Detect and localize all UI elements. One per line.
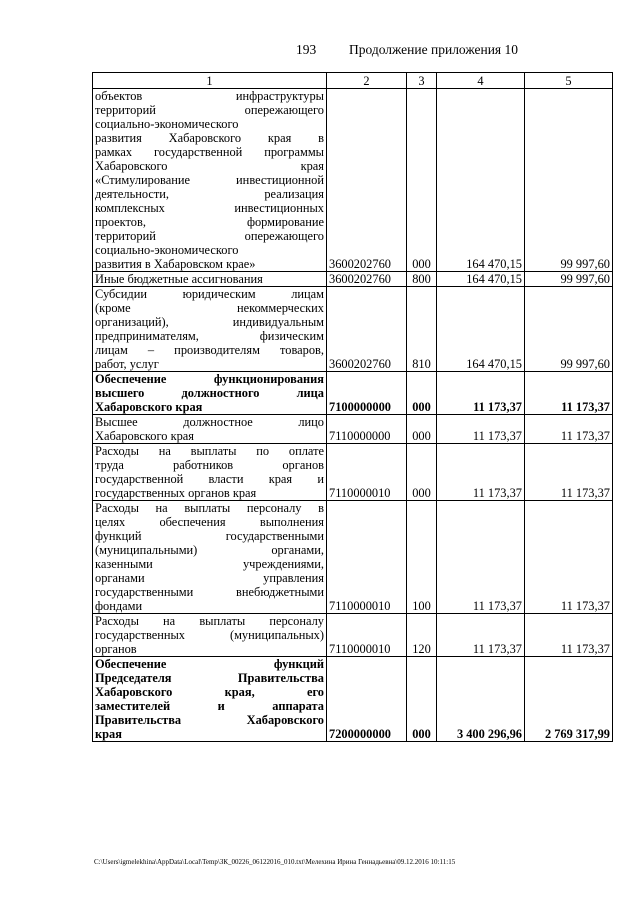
row-code-cell: 7110000010 [327,444,407,501]
table-row [93,287,613,372]
appendix-continuation-title: Продолжение приложения 10 [349,42,519,57]
row-name-line: Иные бюджетные ассигнования [95,272,263,286]
row-name-line: объектов инфраструктуры [95,89,324,103]
row-expense-type-cell: 000 [407,657,437,742]
row-sum-2-cell: 99 997,60 [525,287,613,372]
table-row [93,272,613,287]
row-name-line: (кроме некоммерческих [95,301,324,315]
row-expense-type-cell: 800 [407,272,437,287]
table-row [93,501,613,614]
row-name-line: Расходы на выплаты по оплате [95,444,324,458]
row-name-line: заместителей и аппарата [95,699,324,713]
row-code-cell: 7110000010 [327,501,407,614]
row-sum-1-cell: 11 173,37 [437,444,525,501]
row-expense-type-cell: 000 [407,89,437,272]
row-code-cell: 3600202760 [327,89,407,272]
row-name-line: высшего должностного лица [95,386,324,400]
row-sum-1-cell: 164 470,15 [437,272,525,287]
row-name-cell [93,501,327,614]
row-name-line: «Стимулирование инвестиционной [95,173,324,187]
column-header-5: 5 [525,73,613,89]
row-name-line: государственной власти края и [95,472,324,486]
row-sum-2-cell: 11 173,37 [525,444,613,501]
table-row [93,372,613,415]
row-sum-1-cell: 11 173,37 [437,415,525,444]
table-row [93,657,613,742]
row-sum-2-cell: 11 173,37 [525,614,613,657]
row-name-line: Правительства Хабаровского [95,713,324,727]
page-number: 193 [296,42,317,57]
row-code-cell: 7110000000 [327,415,407,444]
row-name-cell [93,287,327,372]
row-name-line: (муниципальными) органами, [95,543,324,557]
row-name-line: предпринимателям, физическим [95,329,324,343]
row-name-cell [93,614,327,657]
row-expense-type-cell: 810 [407,287,437,372]
row-name-line: Хабаровского края, его [95,685,324,699]
row-sum-1-cell: 164 470,15 [437,287,525,372]
column-header-1: 1 [93,73,327,89]
file-path-footer: C:\Users\igmelekhina\AppData\Local\Temp\ЗК_00226_06122016_010.txt\Мелехина Ирина Геннадьевна\09.12.2016 10:11:15 [94,858,456,866]
column-number-row [93,73,613,89]
row-name-line: рамках государственной программы [95,145,324,159]
row-name-line: функций государственными [95,529,324,543]
row-name-line: Обеспечение функционирования [95,372,324,386]
row-sum-2-cell: 99 997,60 [525,89,613,272]
row-name-line: социально-экономического [95,243,239,257]
row-name-line: работ, услуг [95,357,159,371]
row-name-line: проектов, формирование [95,215,324,229]
row-name-cell [93,415,327,444]
row-name-line: Обеспечение функций [95,657,324,671]
row-sum-2-cell: 2 769 317,99 [525,657,613,742]
row-sum-2-cell: 11 173,37 [525,372,613,415]
row-name-line: Расходы на выплаты персоналу в [95,501,324,515]
row-sum-1-cell: 11 173,37 [437,614,525,657]
row-name-line: казенными учреждениями, [95,557,324,571]
row-sum-2-cell: 11 173,37 [525,415,613,444]
column-header-3: 3 [407,73,437,89]
table-row [93,444,613,501]
table-body [93,89,613,742]
row-sum-1-cell: 3 400 296,96 [437,657,525,742]
row-name-line: органов [95,642,137,656]
row-code-cell: 3600202760 [327,272,407,287]
table-row [93,415,613,444]
row-name-cell [93,657,327,742]
row-sum-1-cell: 11 173,37 [437,372,525,415]
row-name-line: Хабаровского края [95,159,324,173]
row-name-cell [93,372,327,415]
row-name-line: Председателя Правительства [95,671,324,685]
row-name-line: Расходы на выплаты персоналу [95,614,324,628]
row-name-line: целях обеспечения выполнения [95,515,324,529]
row-name-line: лицам – производителям товаров, [95,343,324,357]
row-code-cell: 7110000010 [327,614,407,657]
row-name-line: фондами [95,599,143,613]
row-sum-1-cell: 164 470,15 [437,89,525,272]
row-sum-2-cell: 11 173,37 [525,501,613,614]
budget-table [92,72,613,742]
row-sum-1-cell: 11 173,37 [437,501,525,614]
row-name-cell [93,272,327,287]
row-name-line: организаций), индивидуальным [95,315,324,329]
row-name-cell [93,89,327,272]
row-name-line: государственными внебюджетными [95,585,324,599]
row-name-line: Хабаровского края [95,400,203,414]
row-name-line: государственных (муниципальных) [95,628,324,642]
row-name-line: комплексных инвестиционных [95,201,324,215]
row-expense-type-cell: 000 [407,415,437,444]
row-name-line: государственных органов края [95,486,257,500]
row-name-line: Субсидии юридическим лицам [95,287,324,301]
row-expense-type-cell: 100 [407,501,437,614]
row-name-cell [93,444,327,501]
table-row [93,614,613,657]
row-name-line: социально-экономического [95,117,239,131]
row-name-line: органами управления [95,571,324,585]
row-name-line: деятельности, реализация [95,187,324,201]
table-row [93,89,613,272]
row-name-line: развития в Хабаровском крае» [95,257,256,271]
row-code-cell: 3600202760 [327,287,407,372]
row-name-line: труда работников органов [95,458,324,472]
row-name-line: Высшее должностное лицо [95,415,324,429]
row-code-cell: 7100000000 [327,372,407,415]
row-expense-type-cell: 000 [407,444,437,501]
row-name-line: Хабаровского края [95,429,194,443]
row-expense-type-cell: 000 [407,372,437,415]
row-expense-type-cell: 120 [407,614,437,657]
row-name-line: территорий опережающего [95,229,324,243]
row-name-line: края [95,727,122,741]
column-header-4: 4 [437,73,525,89]
row-name-line: территорий опережающего [95,103,324,117]
column-header-2: 2 [327,73,407,89]
row-sum-2-cell: 99 997,60 [525,272,613,287]
row-code-cell: 7200000000 [327,657,407,742]
page-header [0,42,640,58]
row-name-line: развития Хабаровского края в [95,131,324,145]
